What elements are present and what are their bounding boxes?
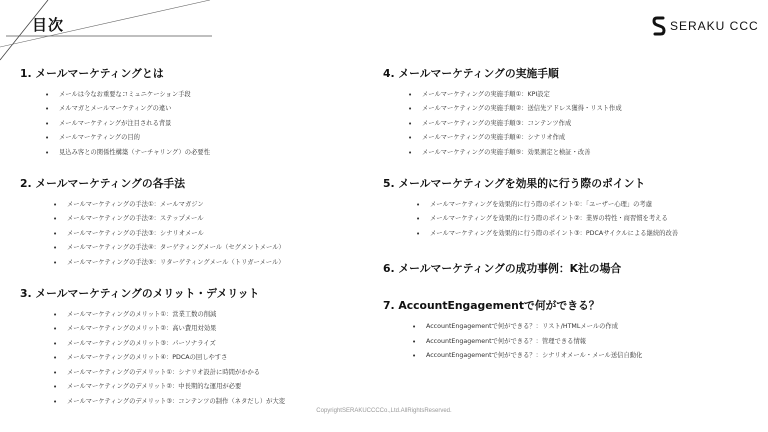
page-title: 目次 xyxy=(32,16,65,34)
list-item: • メールマーケティングの実施手順②：送信先アドレス獲得・リスト作成 xyxy=(408,102,763,116)
list-item: • メールマーケティングの実施手順⑤：効果測定と検証・改善 xyxy=(408,146,763,160)
toc-section-5 xyxy=(383,176,763,241)
toc-column-left xyxy=(20,66,375,421)
section-heading: 3. メールマーケティングのメリット・デメリット xyxy=(20,287,260,301)
toc-column-right xyxy=(383,66,763,375)
list-item: • メールマーケティングを効果的に行う際のポイント③：PDCAサイクルによる継続的改善 xyxy=(416,227,763,241)
seraku-s-icon xyxy=(652,16,666,36)
list-item: • メールマーケティングのメリット②：高い費用対効果 xyxy=(53,322,375,336)
list-item: • 見込み客との関係性構築（ナーチャリング）の必要性 xyxy=(45,146,375,160)
list-item: • メールマーケティングの手法③：シナリオメール xyxy=(53,227,375,241)
list-item: • メルマガとメールマーケティングの違い xyxy=(45,102,375,116)
list-item: • メールマーケティングの実施手順④：シナリオ作成 xyxy=(408,131,763,145)
list-item: • メールマーケティングの実施手順③：コンテンツ作成 xyxy=(408,117,763,131)
list-item: • メールマーケティングのメリット④：PDCAの回しやすさ xyxy=(53,351,375,365)
section-heading: 4. メールマーケティングの実施手順 xyxy=(383,67,559,80)
list-item: • メールマーケティングの手法②：ステップメール xyxy=(53,212,375,226)
list-item: • AccountEngagementで何ができる？：リスト/HTMLメールの作成 xyxy=(412,320,763,334)
toc-section-2 xyxy=(20,176,375,270)
list-item: • メールマーケティングの手法⑤：リターゲティングメール（トリガーメール） xyxy=(53,256,375,270)
section-heading: 2. メールマーケティングの各手法 xyxy=(20,177,186,191)
list-item: • メールマーケティングが注目される背景 xyxy=(45,117,375,131)
list-item: • メールマーケティングの目的 xyxy=(45,131,375,145)
list-item: • メールマーケティングのデメリット②：中長期的な運用が必要 xyxy=(53,380,375,394)
logo-text: SERAKU CCC xyxy=(670,19,759,33)
list-item: • メールは今なお重要なコミュニケーション手段 xyxy=(45,88,375,102)
section-heading: 1. メールマーケティングとは xyxy=(20,67,164,80)
list-item: • メールマーケティングのメリット③：パーソナライズ xyxy=(53,337,375,351)
list-item: • メールマーケティングを効果的に行う際のポイント①：「ユーザー心理」の考慮 xyxy=(416,198,763,212)
list-item: • メールマーケティングの手法④：ターゲティングメール（セグメントメール） xyxy=(53,241,375,255)
toc-section-3 xyxy=(20,286,375,409)
section-heading: 6. メールマーケティングの成功事例：K社の場合 xyxy=(383,262,622,276)
toc-section-6 xyxy=(383,261,763,276)
list-item: • メールマーケティングのデメリット③：コンテンツの制作（ネタだし）が大変 xyxy=(53,395,375,409)
copyright-footer: CopyrightSERAKUCCCCo.,Ltd.AllRightsReserved. xyxy=(316,408,452,414)
toc-section-1 xyxy=(20,66,375,160)
toc-section-4 xyxy=(383,66,763,160)
list-item: • メールマーケティングの実施手順①：KPI設定 xyxy=(408,88,763,102)
list-item: • メールマーケティングのデメリット①：シナリオ設計に時間がかかる xyxy=(53,366,375,380)
company-logo xyxy=(652,16,759,36)
list-item: • AccountEngagementで何ができる？：シナリオメール・メール送信自動化 xyxy=(412,349,763,363)
section-heading: 5. メールマーケティングを効果的に行う際のポイント xyxy=(383,177,646,191)
list-item: • メールマーケティングの手法①：メールマガジン xyxy=(53,198,375,212)
list-item: • メールマーケティングを効果的に行う際のポイント②：業界の特性・商習慣を考える xyxy=(416,212,763,226)
list-item: • AccountEngagementで何ができる？：管理できる情報 xyxy=(412,335,763,349)
toc-section-7 xyxy=(383,298,763,363)
list-item: • メールマーケティングのメリット①：営業工数の削減 xyxy=(53,308,375,322)
section-heading: 7. AccountEngagementで何ができる？ xyxy=(383,299,600,313)
